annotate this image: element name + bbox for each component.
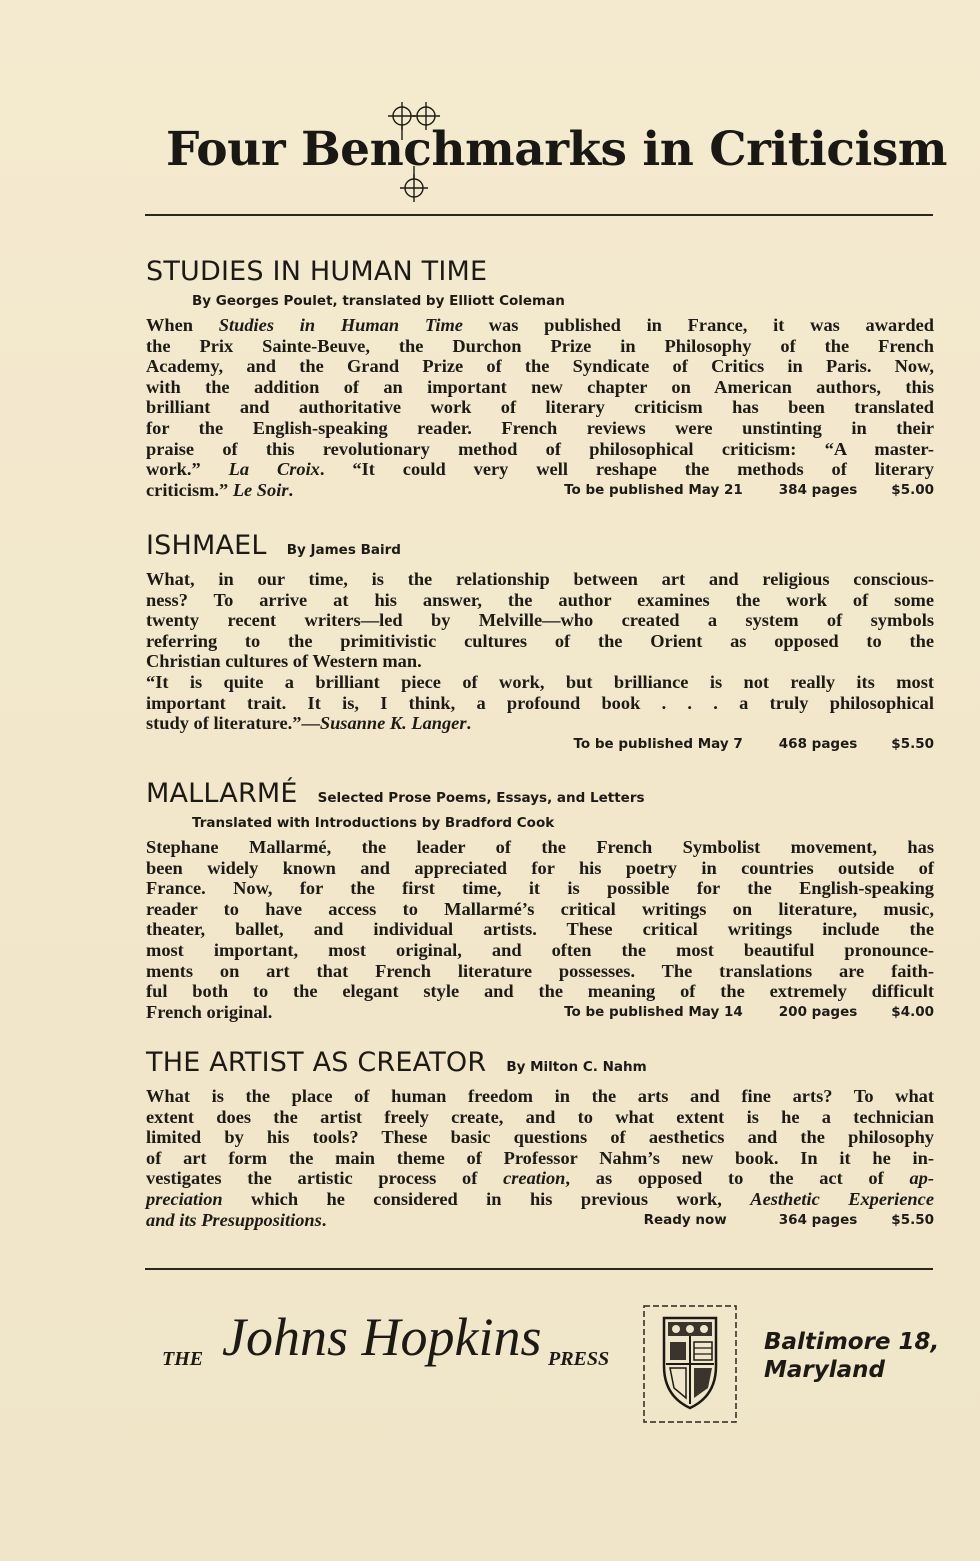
description-line: study of literature.”—Susanne K. Langer. — [146, 713, 472, 734]
description-line: When Studies in Human Time was published in France, it was awarded — [146, 315, 935, 335]
header — [120, 100, 950, 210]
price: $5.50 — [891, 735, 934, 752]
book-description — [146, 837, 934, 1022]
price: $5.50 — [891, 1211, 934, 1228]
price: $4.00 — [891, 1003, 934, 1020]
book-description — [146, 315, 934, 500]
book-subtitle: Selected Prose Poems, Essays, and Letters — [317, 790, 645, 806]
description-line: work.” La Croix. “It could very well reshape the methods of literary — [146, 459, 934, 480]
page-count: 364 pages — [778, 1211, 858, 1228]
publish-date: To be published May 7 — [573, 735, 743, 752]
description-line: extent does the artist freely create, and to what extent is he a technician — [146, 1106, 934, 1127]
page-count: 384 pages — [778, 481, 858, 498]
publisher-address — [764, 1328, 939, 1384]
description-last-line: criticism.” Le Soir. — [146, 479, 294, 500]
publish-date: To be published May 21 — [564, 481, 743, 498]
description-line: preciation which he considered in his previous work, Aesthetic Experience — [146, 1188, 934, 1209]
description-line: What, in our time, is the relationship between art and religious conscious- — [146, 569, 934, 589]
book-byline: Translated with Introductions by Bradford Cook — [192, 815, 555, 831]
description-line: brilliant and authoritative work of literary criticism has been translated — [146, 397, 934, 418]
page-count: 468 pages — [778, 735, 858, 752]
book-author: By Milton C. Nahm — [506, 1059, 647, 1075]
description-line: Academy, and the Grand Prize of the Syndicate of Critics in Paris. Now, — [146, 356, 934, 377]
book-title: STUDIES IN HUMAN TIME — [146, 256, 488, 287]
book-title: THE ARTIST AS CREATOR — [146, 1047, 487, 1078]
book-byline: By Georges Poulet, translated by Elliott Coleman — [192, 293, 565, 309]
description-line: vestigates the artistic process of creation, as opposed to the act of ap- — [146, 1168, 934, 1189]
book-entry-studies-in-human-time — [146, 256, 934, 500]
price: $5.00 — [891, 481, 934, 498]
publish-date: Ready now — [643, 1211, 727, 1228]
book-title: MALLARMÉ — [146, 778, 298, 809]
publisher-footer — [150, 1300, 940, 1440]
bottom-divider — [145, 1268, 933, 1270]
description-line: theater, ballet, and individual artists. These critical writings include the — [146, 919, 934, 940]
publish-date: To be published May 14 — [564, 1003, 743, 1020]
description-line: with the addition of an important new chapter on American authors, this — [146, 376, 934, 397]
logo-press: PRESS — [548, 1348, 610, 1370]
state-line: Maryland — [764, 1357, 885, 1383]
city-line: Baltimore 18, — [764, 1329, 940, 1355]
description-line: Christian cultures of Western man. — [146, 651, 422, 672]
publication-info — [644, 1210, 934, 1231]
book-entry-ishmael — [146, 530, 934, 754]
description-line: ments on art that French literature possesses. The translations are faith- — [146, 960, 934, 981]
page-title: Four Benchmarks in Criticism — [166, 122, 948, 177]
book-description — [146, 569, 934, 754]
description-line: What is the place of human freedom in the arts and fine arts? To what — [146, 1086, 934, 1106]
description-line: Stephane Mallarmé, the leader of the French Symbolist movement, has — [146, 837, 934, 857]
publication-info — [564, 1002, 934, 1023]
book-author: By James Baird — [286, 542, 401, 558]
description-line: of art form the main theme of Professor Nahm’s new book. In it he in- — [146, 1147, 934, 1168]
logo-the: THE — [162, 1348, 204, 1370]
publisher-logo-name: Johns Hopkins — [222, 1307, 542, 1367]
top-divider — [145, 214, 933, 216]
description-line: the Prix Sainte-Beuve, the Durchon Prize in Philosophy of the French — [146, 335, 934, 356]
book-entry-mallarme — [146, 778, 934, 1022]
description-line: for the English-speaking reader. French reviews were unstinting in their — [146, 417, 934, 438]
description-line: important trait. It is, I think, a profound book . . . a truly philosophical — [146, 692, 934, 713]
description-line: reader to have access to Mallarmé’s critical writings on literature, music, — [146, 898, 934, 919]
description-line: ful both to the elegant style and the meaning of the extremely difficult — [146, 981, 934, 1002]
book-entry-the-artist-as-creator — [146, 1047, 934, 1230]
description-line: most important, most original, and often the most beautiful pronounce- — [146, 939, 934, 960]
page-count: 200 pages — [778, 1003, 858, 1020]
description-line: ness? To arrive at his answer, the author examines the work of some — [146, 589, 934, 610]
book-title: ISHMAEL — [146, 530, 267, 561]
publication-info — [573, 734, 934, 755]
publication-info — [564, 480, 934, 501]
book-description — [146, 1086, 934, 1230]
description-last-line: French original. — [146, 1001, 273, 1022]
description-line: “It is quite a brilliant piece of work, but brilliance is not really its most — [146, 671, 934, 692]
description-line: been widely known and appreciated for his poetry in countries outside of — [146, 857, 934, 878]
description-line: limited by his tools? These basic questions of aesthetics and the philosophy — [146, 1127, 934, 1148]
university-seal-icon — [642, 1304, 738, 1424]
description-line: twenty recent writers—led by Melville—who created a system of symbols — [146, 610, 934, 631]
description-line: referring to the primitivistic cultures of the Orient as opposed to the — [146, 630, 934, 651]
description-last-line: and its Presuppositions. — [146, 1209, 327, 1230]
description-line: praise of this revolutionary method of philosophical criticism: “A master- — [146, 438, 934, 459]
description-line: France. Now, for the first time, it is possible for the English-speaking — [146, 878, 934, 899]
